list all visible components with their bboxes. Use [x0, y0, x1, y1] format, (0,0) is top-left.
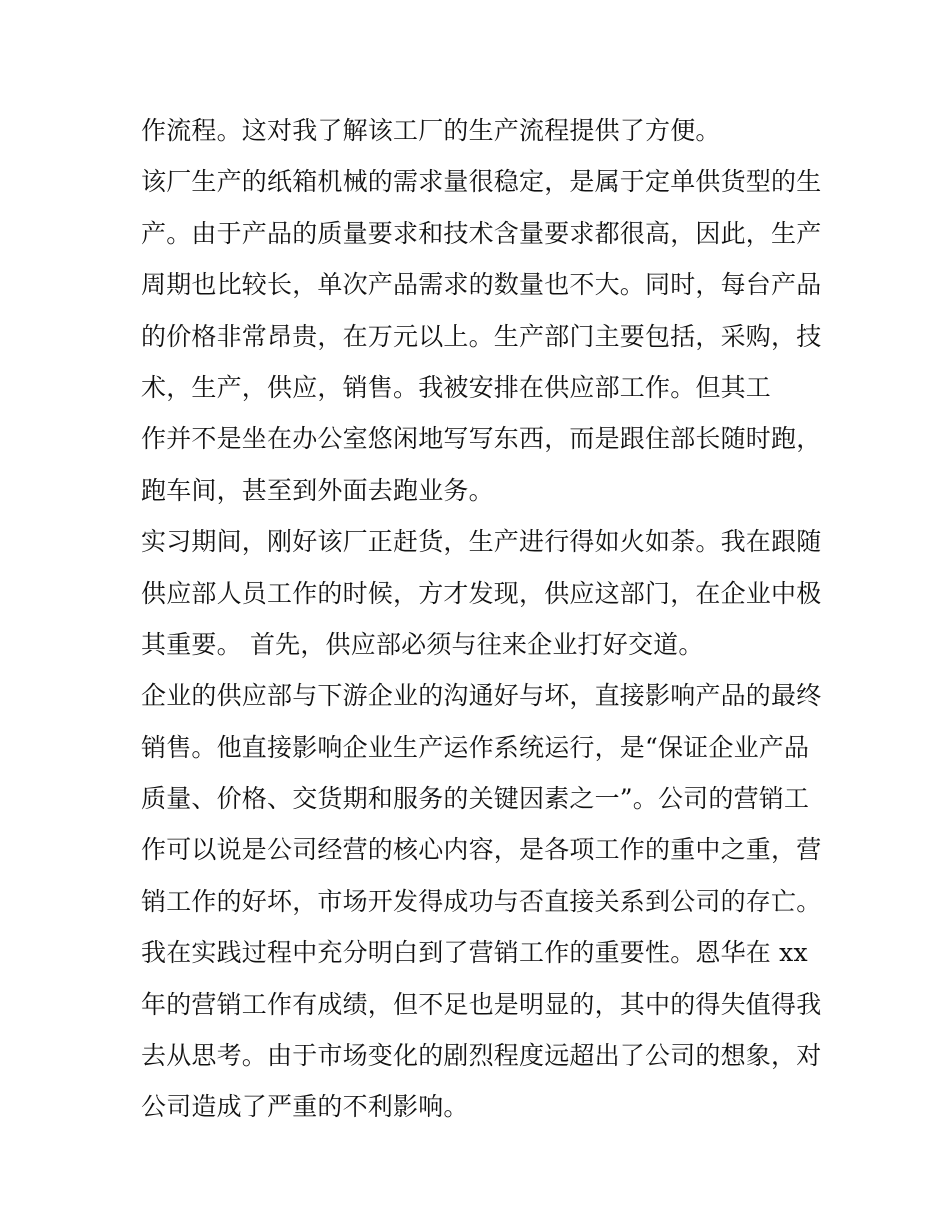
text-line: 我在实践过程中充分明白到了营销工作的重要性。恩华在 xx	[141, 938, 808, 968]
text-line: 去从思考。由于市场变化的剧烈程度远超出了公司的想象，对	[141, 1041, 822, 1071]
text-line: 供应部人员工作的时候，方才发现，供应这部门，在企业中极	[141, 578, 822, 608]
text-line: 产。由于产品的质量要求和技术含量要求都很高，因此，生产	[141, 218, 822, 248]
text-line: 销工作的好坏，市场开发得成功与否直接关系到公司的存亡。	[141, 886, 822, 916]
text-line: 质量、价格、交货期和服务的关键因素之一”。公司的营销工	[141, 784, 810, 814]
text-line: 年的营销工作有成绩，但不足也是明显的，其中的得失值得我	[141, 989, 822, 1019]
text-line: 周期也比较长，单次产品需求的数量也不大。同时，每台产品	[141, 270, 822, 300]
text-line: 跑车间，甚至到外面去跑业务。	[141, 475, 494, 505]
text-line: 作流程。这对我了解该工厂的生产流程提供了方便。	[141, 116, 721, 145]
text-line: 作并不是坐在办公室悠闲地写写东西，而是跟住部长随时跑，	[141, 424, 822, 454]
text-line: 作可以说是公司经营的核心内容，是各项工作的重中之重，营	[141, 835, 822, 865]
text-line: 术，生产，供应，销售。我被安排在供应部工作。但其工	[141, 372, 772, 402]
text-line: 销售。他直接影响企业生产运作系统运行，是“保证企业产品	[141, 732, 810, 762]
text-line: 实习期间，刚好该厂正赶货，生产进行得如火如荼。我在跟随	[141, 527, 822, 557]
text-line: 其重要。 首先，供应部必须与往来企业打好交道。	[141, 629, 704, 659]
body-text	[141, 105, 821, 1133]
text-line: 的价格非常昂贵，在万元以上。生产部门主要包括，采购，技	[141, 321, 822, 351]
text-line: 该厂生产的纸箱机械的需求量很稳定，是属于定单供货型的生	[141, 167, 822, 197]
text-line: 企业的供应部与下游企业的沟通好与坏，直接影响产品的最终	[141, 681, 822, 711]
text-line: 公司造成了严重的不利影响。	[141, 1092, 469, 1122]
